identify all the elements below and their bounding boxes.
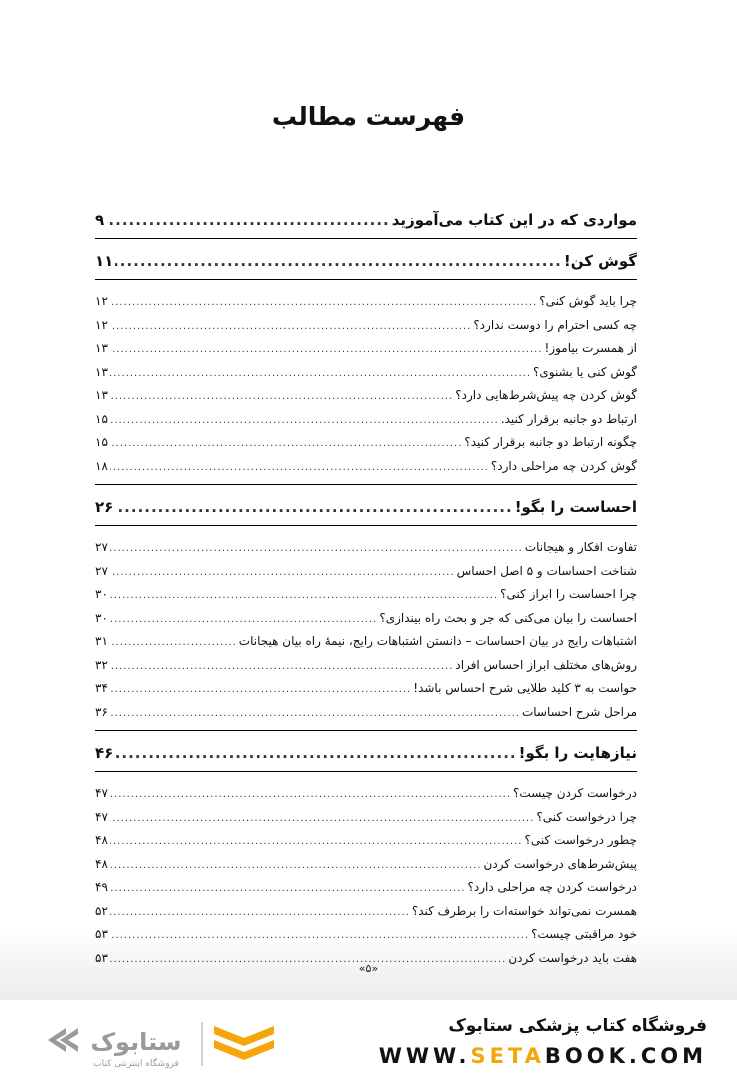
toc-chapter-row[interactable] — [95, 741, 637, 765]
toc-leader-dots — [110, 924, 529, 948]
toc-entry-title: اشتباهات رایج در بیان احساسات – دانستن اشتباهات رایج، نیمهٔ راه بیان هیجانات — [238, 634, 637, 648]
toc-page-number: ۳۴ — [95, 681, 108, 695]
toc-page-number: ۱۲ — [95, 294, 108, 308]
toc-page-number: ۵۳ — [95, 950, 108, 965]
toc-leader-dots — [110, 338, 543, 362]
toc-leader-dots — [110, 385, 453, 409]
toc-page-number: ۵۳ — [95, 927, 108, 941]
toc-page-number: ۲۶ — [95, 498, 114, 516]
toc-entry-title: شناخت احساسات و ۵ اصل احساس — [456, 563, 637, 578]
toc-entry-row[interactable] — [95, 607, 637, 631]
toc-entry-row[interactable] — [95, 782, 637, 806]
toc-page-number: ۱۳ — [95, 341, 108, 355]
toc-leader-dots — [110, 783, 511, 807]
toc-entry-row[interactable] — [95, 290, 637, 314]
toc-entry-row[interactable] — [95, 361, 637, 385]
toc-leader-dots — [115, 741, 516, 765]
toc-leader-dots — [110, 854, 482, 878]
toc-leader-dots — [106, 208, 390, 232]
toc-leader-dots — [110, 608, 377, 632]
toc-entry-title: احساست را بیان می‌کنی که جر و بحث راه بیندازی؟ — [379, 610, 637, 625]
toc-chapter-row[interactable] — [95, 495, 637, 519]
toc-leader-dots — [110, 631, 237, 655]
toc-page-number: ۹ — [95, 211, 105, 229]
toc-leader-dots — [110, 830, 523, 854]
toc-entry-title: احساست را بگو! — [514, 498, 637, 516]
toc-page-number: ۴۶ — [95, 744, 114, 762]
toc-entry-row[interactable] — [95, 337, 637, 361]
toc-divider — [95, 771, 637, 772]
toc-leader-dots — [110, 315, 471, 339]
toc-entry-title: چطور درخواست کنی؟ — [524, 833, 637, 847]
store-name: فروشگاه کتاب پزشکی ستابوک — [448, 1016, 707, 1036]
toc-divider — [95, 279, 637, 280]
toc-entry-title: ارتباط دو جانبه برقرار کنید. — [500, 411, 637, 426]
toc-leader-dots — [115, 495, 512, 519]
toc-leader-dots — [110, 456, 489, 480]
toc-divider — [95, 484, 637, 485]
toc-entry-title: گوش کردن چه پیش‌شرط‌هایی دارد؟ — [455, 388, 637, 402]
toc-entry-row[interactable] — [95, 536, 637, 560]
toc-entry-title: هفت باید درخواست کردن — [508, 950, 637, 965]
toc-page-number: ۲۷ — [95, 540, 108, 554]
toc-entry-row[interactable] — [95, 654, 637, 678]
toc-page-number: ۴۸ — [95, 856, 108, 871]
toc-entry-row[interactable] — [95, 560, 637, 584]
toc-page-number: ۳۰ — [95, 587, 108, 601]
toc-divider — [95, 525, 637, 526]
toc-page-number: ۴۷ — [95, 809, 108, 824]
page-title: فهرست مطالب — [271, 102, 466, 131]
toc-entry-title: همسرت نمی‌تواند خواسته‌ات را برطرف کند؟ — [411, 903, 637, 918]
toc-page-number: ۳۶ — [95, 704, 108, 719]
toc-chapter-row[interactable] — [95, 208, 637, 232]
toc-leader-dots — [110, 584, 498, 608]
logo-tagline: فروشگاه اینترنتی کتاب — [93, 1059, 179, 1069]
toc-entry-title: مراحل شرح احساسات — [521, 704, 637, 719]
toc-entry-row[interactable] — [95, 314, 637, 338]
toc-entry-row[interactable] — [95, 923, 637, 947]
toc-leader-dots — [110, 877, 466, 901]
toc-entry-row[interactable] — [95, 583, 637, 607]
toc-entry-title: چرا باید گوش کنی؟ — [539, 294, 637, 308]
toc-entry-title: پیش‌شرط‌های درخواست کردن — [483, 856, 637, 871]
toc-page-number: ۱۳ — [95, 364, 108, 379]
toc-entry-title: چه کسی احترام را دوست ندارد؟ — [473, 317, 637, 332]
toc-page-number: ۲۷ — [95, 563, 108, 578]
toc-entry-row[interactable] — [95, 431, 637, 455]
toc-page-number: ۴۷ — [95, 786, 108, 800]
toc-entry-row[interactable] — [95, 853, 637, 877]
toc-entry-title: مواردی که در این کتاب می‌آموزید — [391, 211, 637, 229]
toc-entry-row[interactable] — [95, 630, 637, 654]
store-url[interactable] — [379, 1044, 707, 1068]
toc-page-number: ۱۵ — [95, 411, 108, 426]
toc-divider — [95, 730, 637, 731]
toc-leader-dots — [110, 901, 410, 925]
toc-page-number: ۳۰ — [95, 610, 108, 625]
toc-leader-dots — [110, 362, 531, 386]
toc-entry-title: چرا درخواست کنی؟ — [536, 809, 637, 824]
toc-entry-title: درخواست کردن چه مراحلی دارد؟ — [467, 880, 637, 894]
toc-entry-title: چرا احساست را ابراز کنی؟ — [500, 587, 637, 601]
toc-leader-dots — [110, 561, 455, 585]
toc-entry-row[interactable] — [95, 900, 637, 924]
toc-entry-title: از همسرت بیاموز! — [544, 341, 637, 355]
toc-leader-dots — [110, 655, 453, 679]
book-stack-icon — [201, 1022, 274, 1066]
toc-leader-dots — [115, 249, 562, 273]
toc-page-number: ۱۸ — [95, 458, 108, 473]
toc-leader-dots — [110, 409, 499, 433]
toc-entry-title: چگونه ارتباط دو جانبه برقرار کنید؟ — [464, 435, 637, 449]
toc-entry-row[interactable] — [95, 701, 637, 725]
toc-leader-dots — [110, 432, 462, 456]
page-number: «۵» — [358, 962, 379, 975]
toc-page-number: ۱۲ — [95, 317, 108, 332]
url-accent: SETA — [470, 1044, 545, 1068]
url-prefix: WWW. — [378, 1044, 471, 1068]
toc-leader-dots — [110, 291, 537, 315]
toc-entry-title: گوش کن! — [563, 252, 637, 270]
toc-page-number: ۱۳ — [95, 388, 108, 402]
toc-page-number: ۴۹ — [95, 880, 108, 894]
toc-entry-title: تفاوت افکار و هیجانات — [524, 540, 637, 554]
toc-page-number: ۱۱ — [95, 252, 114, 270]
toc-entry-title: خود مراقبتی چیست؟ — [531, 927, 637, 941]
toc-leader-dots — [110, 807, 534, 831]
toc-entry-row[interactable] — [95, 806, 637, 830]
toc-entry-row[interactable] — [95, 384, 637, 408]
toc-leader-dots — [110, 702, 520, 726]
toc-page-number: ۴۸ — [95, 833, 108, 847]
toc-page-number: ۳۲ — [95, 657, 108, 672]
url-suffix: BOOK.COM — [544, 1044, 707, 1068]
setabook-logo — [36, 1014, 286, 1069]
table-of-contents — [95, 208, 637, 970]
toc-leader-dots — [110, 678, 411, 702]
toc-divider — [95, 238, 637, 239]
toc-leader-dots — [110, 537, 523, 561]
toc-page-number: ۳۱ — [95, 634, 108, 648]
toc-entry-title: نیازهایت را بگو! — [518, 744, 637, 762]
toc-entry-title: روش‌های مختلف ابراز احساس افراد — [455, 657, 637, 672]
toc-entry-row[interactable] — [95, 455, 637, 479]
toc-entry-row[interactable] — [95, 408, 637, 432]
toc-entry-title: حواست به ۳ کلید طلایی شرح احساس باشد! — [413, 681, 637, 695]
store-footer — [0, 1000, 737, 1080]
toc-entry-title: گوش کردن چه مراحلی دارد؟ — [490, 458, 637, 473]
toc-entry-row[interactable] — [95, 677, 637, 701]
toc-entry-title: گوش کنی یا بشنوی؟ — [533, 364, 637, 379]
toc-page-number: ۱۵ — [95, 435, 108, 449]
logo-wordmark: ستابوک — [90, 1028, 182, 1056]
toc-page-number: ۵۲ — [95, 903, 108, 918]
toc-entry-row[interactable] — [95, 876, 637, 900]
toc-entry-title: درخواست کردن چیست؟ — [513, 786, 637, 800]
toc-chapter-row[interactable] — [95, 249, 637, 273]
toc-entry-row[interactable] — [95, 829, 637, 853]
